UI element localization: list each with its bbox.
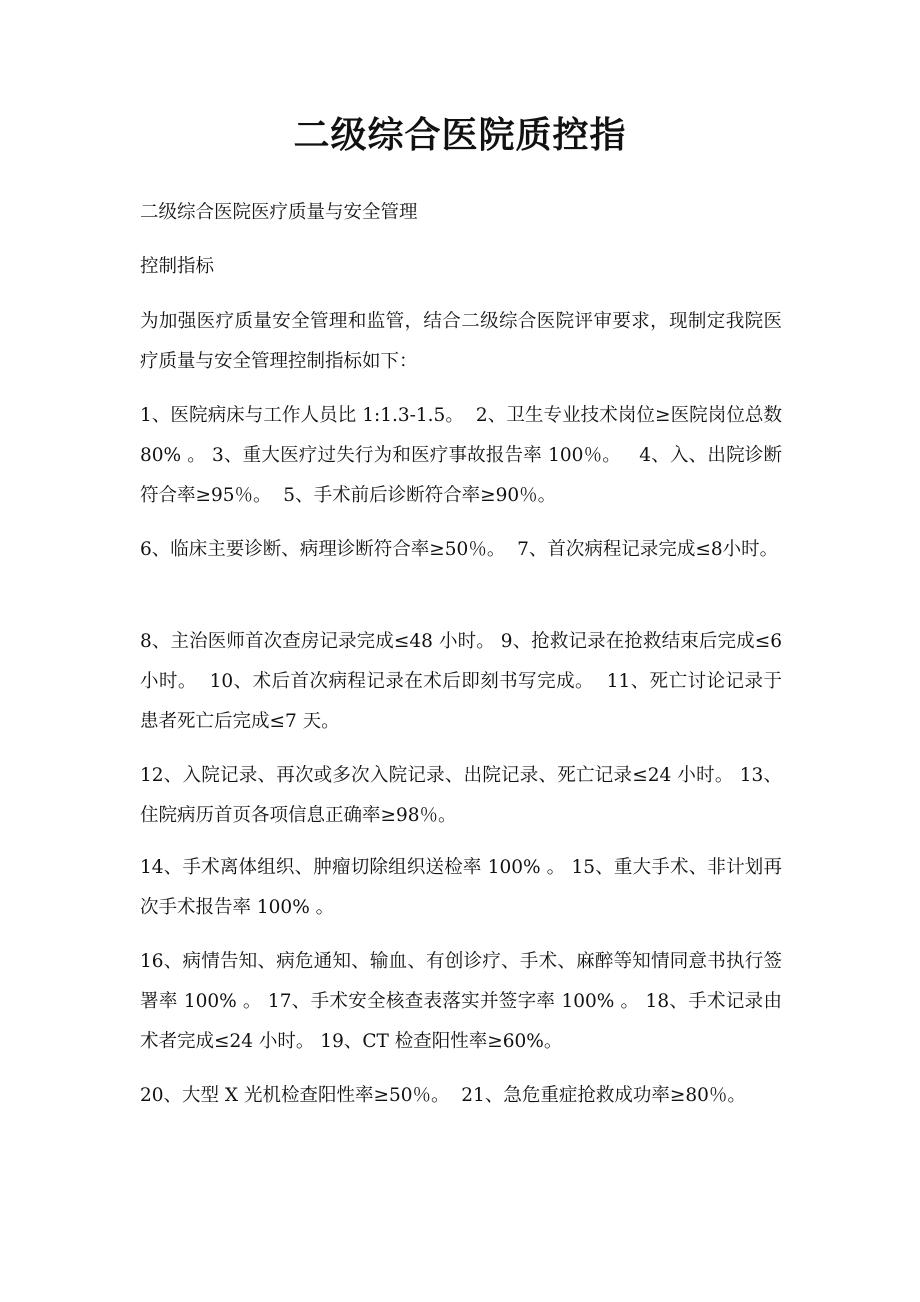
subtitle-line-1: 二级综合医院医疗质量与安全管理 (140, 202, 418, 223)
document-title: 二级综合医院质控指 (293, 115, 627, 156)
indicator-paragraph-1: 1、医院病床与工作人员比 1:1.3-1.5。 2、卫生专业技术岗位≥医院岗位总数 80% 。 3、重大医疗过失行为和医疗事故报告率 100％。 4、入、出院诊断符合率≥95％。 5、手术前后诊断符合率≥90％。 (140, 405, 788, 506)
indicator-paragraph-3: 8、主治医师首次查房记录完成≤48 小时。 9、抢救记录在抢救结束后完成≤6 小时。 10、术后首次病程记录在术后即刻书写完成。 11、死亡讨论记录于患者死亡后完成≤7 天。 (140, 631, 788, 732)
indicator-paragraph-5: 14、手术离体组织、肿瘤切除组织送检率 100% 。 15、重大手术、非计划再次手术报告率 100% 。 (140, 857, 782, 918)
indicator-paragraph-4: 12、入院记录、再次或多次入院记录、出院记录、死亡记录≤24 小时。 13、住院病历首页各项信息正确率≥98％。 (140, 765, 782, 826)
indicator-paragraph-6: 16、病情告知、病危通知、输血、有创诊疗、手术、麻醉等知情同意书执行签署率 100% 。 17、手术安全核查表落实并签字率 100% 。 18、手术记录由术者完成≤24 小时。 19、CT 检查阳性率≥60%。 (140, 951, 782, 1052)
subtitle-line-2: 控制指标 (140, 256, 215, 277)
indicator-paragraph-2: 6、临床主要诊断、病理诊断符合率≥50％。 7、首次病程记录完成≤8小时。 (140, 539, 779, 560)
indicator-paragraph-7: 20、大型 X 光机检查阳性率≥50％。 21、急危重症抢救成功率≥80％。 (140, 1085, 746, 1106)
intro-paragraph: 为加强医疗质量安全管理和监管，结合二级综合医院评审要求，现制定我院医疗质量与安全管理控制指标如下： (140, 311, 782, 372)
